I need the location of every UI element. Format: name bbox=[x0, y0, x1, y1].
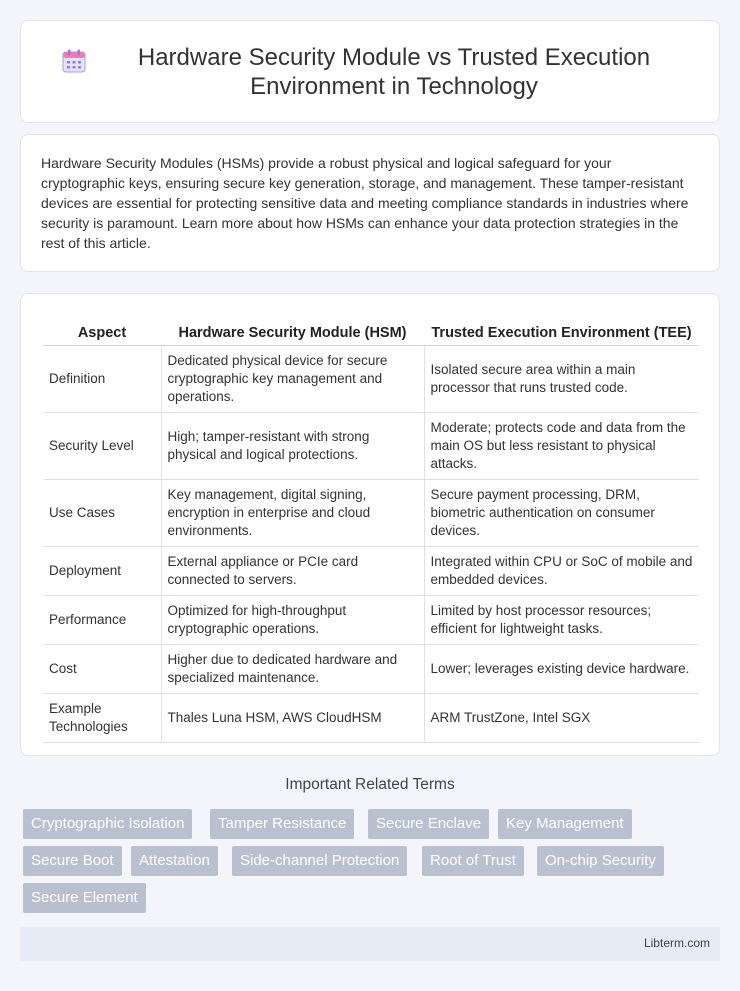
tag-on-chip-security[interactable]: On-chip Security bbox=[537, 846, 664, 876]
tag-tamper-resistance[interactable]: Tamper Resistance bbox=[210, 809, 354, 839]
page-title: Hardware Security Module vs Trusted Execution Environment in Technology bbox=[137, 43, 651, 100]
footer-site-link[interactable]: Libterm.com bbox=[643, 936, 710, 950]
intro-paragraph: Hardware Security Modules (HSMs) provide a robust physical and logical safeguard for your cryptographic keys, ensuring secure key generation, storage, and management. These tamper-resistant devices are essential for protecting sensitive data and meeting compliance standards in industries where security is paramount. Learn more about how HSMs can enhance your data protection strategies in the rest of this article. bbox=[41, 155, 689, 251]
table-row bbox=[43, 412, 699, 479]
intro-card bbox=[20, 134, 720, 272]
table-cell-tee: Isolated secure area within a main processor that runs trusted code. bbox=[424, 345, 699, 412]
table-header-row bbox=[43, 314, 699, 345]
table-cell-tee: Moderate; protects code and data from the main OS but less resistant to physical attacks. bbox=[424, 412, 699, 479]
table-cell-tee: ARM TrustZone, Intel SGX bbox=[424, 693, 699, 742]
table-cell-aspect: Example Technologies bbox=[43, 693, 161, 742]
column-header-hsm: Hardware Security Module (HSM) bbox=[161, 314, 424, 345]
title-card bbox=[20, 20, 720, 123]
tag-key-management[interactable]: Key Management bbox=[498, 809, 632, 839]
table-row bbox=[43, 546, 699, 595]
table-row bbox=[43, 345, 699, 412]
table-cell-hsm: Dedicated physical device for secure cryptographic key management and operations. bbox=[161, 345, 424, 412]
tag-attestation[interactable]: Attestation bbox=[131, 846, 218, 876]
table-cell-aspect: Security Level bbox=[43, 412, 161, 479]
table-cell-aspect: Deployment bbox=[43, 546, 161, 595]
table-cell-tee: Lower; leverages existing device hardware. bbox=[424, 644, 699, 693]
calendar-icon bbox=[61, 48, 87, 74]
table-row bbox=[43, 644, 699, 693]
table-cell-hsm: Optimized for high-throughput cryptographic operations. bbox=[161, 595, 424, 644]
table-cell-hsm: External appliance or PCIe card connected to servers. bbox=[161, 546, 424, 595]
tag-secure-enclave[interactable]: Secure Enclave bbox=[368, 809, 489, 839]
table-row bbox=[43, 693, 699, 742]
table-cell-hsm: Key management, digital signing, encryption in enterprise and cloud environments. bbox=[161, 479, 424, 546]
table-cell-aspect: Definition bbox=[43, 345, 161, 412]
table-cell-aspect: Use Cases bbox=[43, 479, 161, 546]
tag-secure-boot[interactable]: Secure Boot bbox=[23, 846, 122, 876]
comparison-table-card bbox=[20, 293, 720, 756]
table-row bbox=[43, 479, 699, 546]
column-header-tee: Trusted Execution Environment (TEE) bbox=[424, 314, 699, 345]
table-cell-hsm: Thales Luna HSM, AWS CloudHSM bbox=[161, 693, 424, 742]
table-cell-hsm: Higher due to dedicated hardware and specialized maintenance. bbox=[161, 644, 424, 693]
table-cell-aspect: Cost bbox=[43, 644, 161, 693]
table-cell-tee: Limited by host processor resources; efficient for lightweight tasks. bbox=[424, 595, 699, 644]
table-cell-aspect: Performance bbox=[43, 595, 161, 644]
column-header-aspect: Aspect bbox=[43, 314, 161, 345]
tag-cryptographic-isolation[interactable]: Cryptographic Isolation bbox=[23, 809, 192, 839]
tag-side-channel-protection[interactable]: Side-channel Protection bbox=[232, 846, 407, 876]
table-row bbox=[43, 595, 699, 644]
related-terms-heading: Important Related Terms bbox=[285, 776, 455, 793]
table-cell-tee: Secure payment processing, DRM, biometric authentication on consumer devices. bbox=[424, 479, 699, 546]
comparison-table bbox=[43, 314, 699, 743]
footer bbox=[20, 927, 720, 961]
table-cell-hsm: High; tamper-resistant with strong physical and logical protections. bbox=[161, 412, 424, 479]
tag-root-of-trust[interactable]: Root of Trust bbox=[422, 846, 524, 876]
tag-secure-element[interactable]: Secure Element bbox=[23, 883, 146, 913]
table-cell-tee: Integrated within CPU or SoC of mobile and embedded devices. bbox=[424, 546, 699, 595]
